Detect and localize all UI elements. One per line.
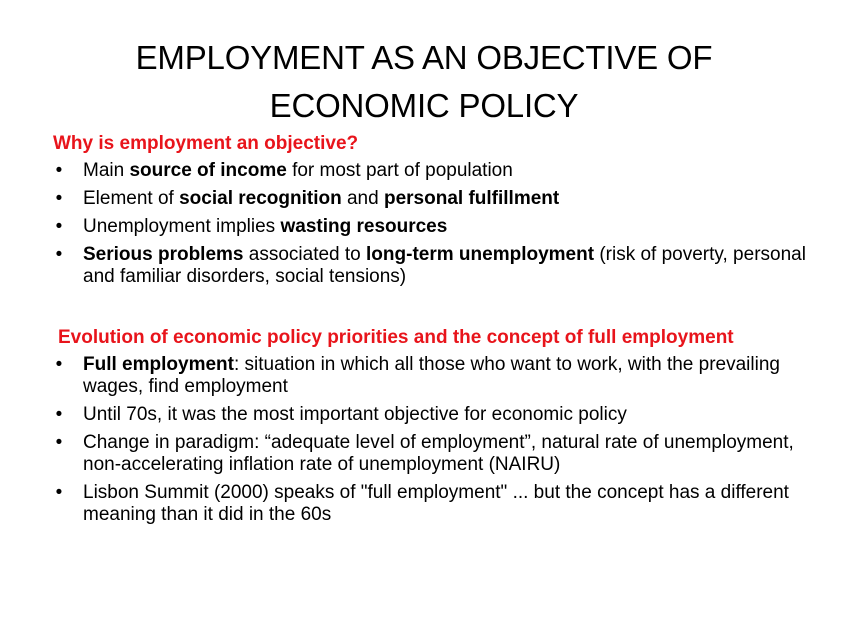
text: associated to — [243, 244, 367, 265]
bold-text: long-term unemployment — [366, 244, 595, 265]
text: Unemployment implies — [83, 216, 281, 237]
slide-title-line-1: EMPLOYMENT AS AN OBJECTIVE OF — [135, 39, 713, 76]
list-item — [53, 482, 813, 526]
list-item — [53, 216, 813, 238]
text: : situation in which all those who want to work, with the prevailing wages, find employment — [83, 354, 780, 397]
bullet-dot-icon: • — [55, 404, 63, 425]
bullet-dot-icon: • — [55, 188, 63, 209]
section-heading-evolution: Evolution of economic policy priorities and the concept of full employment — [58, 327, 734, 348]
bold-text: wasting resources — [280, 216, 448, 237]
section-heading-why: Why is employment an objective? — [53, 133, 359, 154]
list-item — [53, 354, 813, 398]
bullet-dot-icon: • — [55, 216, 63, 237]
bold-text: social recognition — [179, 188, 342, 209]
bold-text: Full employment — [83, 354, 234, 375]
text: Change in paradigm: “adequate level of employment”, natural rate of unemployment, non-accelerating inflation rate of unemployment (NAIRU) — [83, 432, 794, 475]
text: (risk of poverty, personal and familiar disorders, social tensions) — [83, 244, 806, 287]
list-item — [53, 432, 813, 476]
bullet-dot-icon: • — [55, 160, 63, 181]
text: Element of — [83, 188, 180, 209]
bullet-dot-icon: • — [55, 354, 63, 375]
text: Until 70s, it was the most important objective for economic policy — [83, 404, 627, 425]
bold-text: personal fulfillment — [383, 188, 560, 209]
text: Lisbon Summit (2000) speaks of "full employment" ... but the concept has a different meaning than it did in the 60s — [83, 482, 789, 525]
list-item — [53, 404, 813, 426]
text: for most part of population — [286, 160, 513, 181]
bullet-dot-icon: • — [55, 432, 63, 453]
list-item — [53, 160, 813, 182]
bold-text: source of income — [129, 160, 287, 181]
list-item — [53, 244, 813, 288]
text: and — [341, 188, 384, 209]
list-item — [53, 188, 813, 210]
slide-title-line-2: ECONOMIC POLICY — [269, 87, 579, 124]
bullet-list-evolution — [53, 354, 813, 532]
bullet-dot-icon: • — [55, 244, 63, 265]
bold-text: Serious problems — [83, 244, 244, 265]
bullet-dot-icon: • — [55, 482, 63, 503]
slide-title — [60, 34, 788, 130]
text: Main — [83, 160, 130, 181]
bullet-list-why — [53, 160, 813, 294]
